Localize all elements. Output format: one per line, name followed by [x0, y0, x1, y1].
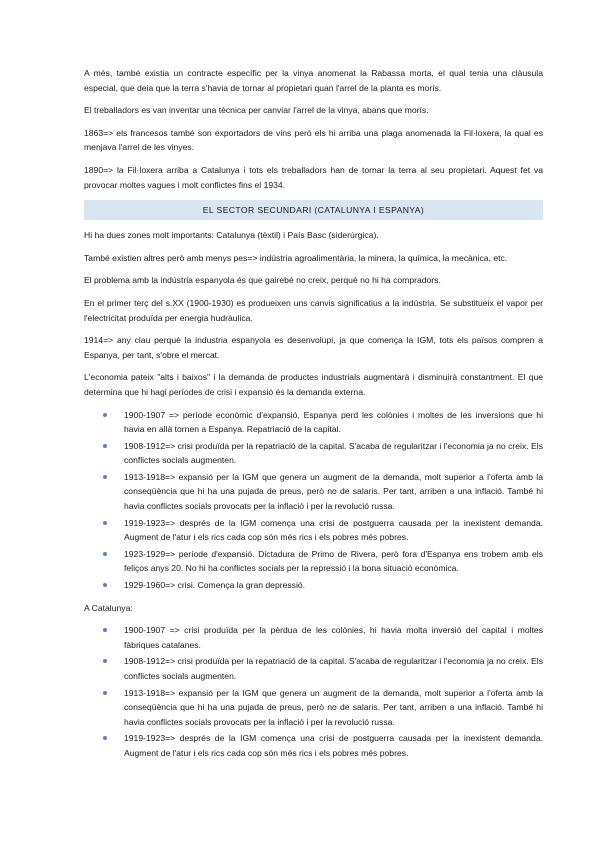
bullet-icon: [103, 444, 107, 448]
spain-periods-list: [84, 408, 543, 593]
bullet-icon: [103, 413, 107, 417]
catalunya-periods-list: [84, 623, 543, 760]
list-item: [84, 439, 543, 468]
list-item: [84, 408, 543, 437]
list-item: [84, 654, 543, 683]
bullet-icon: [103, 736, 107, 740]
paragraph-1890-phylloxera: 1890=> la Fil·loxera arriba a Catalunya i tots els treballadors han de tornar la terra al seu propietari. Aquest fet va provocar moltes vagues i molt conflictes fins el 1934.: [84, 164, 543, 190]
list-item: [84, 470, 543, 514]
catalunya-label: A Catalunya:: [84, 602, 133, 613]
list-item: [84, 578, 543, 593]
list-item: [84, 547, 543, 576]
paragraph-industrial-zones: Hi ha dues zones molt importants: Catalunya (tèxtil) i País Basc (siderúrgica).: [84, 230, 379, 241]
list-item: [84, 686, 543, 730]
list-item-text: 1919-1923=> després de la IGM comença una crisi de postguerra causada per la inexistent demanda. Augment de l'atur i els rics cada cop són més rics i els pobres més pobres.: [124, 733, 543, 758]
list-item-text: 1923-1929=> període d'expansió. Dictadura de Primo de Rivera, però fora d'Espanya ens trobem amb els feliços anys 20. No hi ha conflictes socials per la repressió i la bona situació econòmica.: [124, 548, 543, 574]
list-item-text: 1913-1918=> expansió per la IGM que genera un augment de la demanda, molt superior a l'oferta amb la conseqüència que hi ha una pujada de preus, però no de salaris. Per tant, arriben a una inflació. També hi havia conflictes socials provocats per la inflació i per la revolució russa.: [124, 687, 543, 727]
paragraph-other-industries: També existien altres però amb menys pes=> indústria agroalimentària, la minera, la química, la mecànica, etc.: [84, 252, 508, 263]
bullet-icon: [103, 521, 107, 525]
list-item-text: 1929-1960=> crisi. Comença la gran depressió.: [124, 580, 306, 591]
list-item-text: 1900-1907 => període econòmic d'expansió, Espanya perd les colònies i moltes de les inversions que hi havia en allà tornen a Espanya. Repatriació de la capital.: [124, 409, 543, 435]
paragraph-industry-problem: El problema amb la indústria espanyola és que gairebé no creix, perquè no hi ha compradors.: [84, 275, 441, 286]
paragraph-1863-phylloxera: 1863=> els francesos també son exportadors de vins però els hi arriba una plaga anomenada la Fil·loxera, la qual es menjava l'arrel de les vinyes.: [84, 127, 543, 153]
paragraph-first-third-century: En el primer terç del s.XX (1900-1930) es produeixen uns canvis significatius a la indústria. Se substitueix el vapor per l'electricitat produïda per energia hudràulica.: [84, 297, 543, 323]
bullet-icon: [103, 628, 107, 632]
section-heading: EL SECTOR SECUNDARI (CATALUNYA I ESPANYA): [84, 200, 543, 220]
bullet-icon: [103, 583, 107, 587]
paragraph-economy-ups-downs: L'economia pateix "alts i baixos" i la demanda de productes industrials augmentarà i disminuirà constantment. El que determina que hi hagi períodes de crisi i expansió és la demanda externa.: [84, 372, 543, 397]
bullet-icon: [103, 691, 107, 695]
bullet-icon: [103, 659, 107, 663]
list-item-text: 1908-1912=> crisi produïda per la repatriació de la capital. S'acaba de regularitzar i l'economia ja no creix. Els conflictes socials augmenten.: [124, 656, 543, 681]
list-item-text: 1900-1907 => crisi produïda per la pèrdua de les colònies, hi havia molta inversió del capital i moltes fàbriques catalanes.: [124, 625, 543, 650]
paragraph-vine-root-technique: El treballadors es van inventar una tècnica per canviar l'arrel de la vinya, abans que morís.: [84, 105, 429, 116]
list-item: [84, 623, 543, 652]
bullet-icon: [103, 552, 107, 556]
list-item-text: 1913-1918=> expansió per la IGM que genera un augment de la demanda, molt superior a l'oferta amb la conseqüència que hi ha una pujada de preus, però no de salaris. Per tant, arriben a una inflació. També hi havia conflictes socials provocats per la inflació i per la revolució russa.: [124, 471, 543, 512]
paragraph-1914: 1914=> any clau perquè la industria espanyola es desenvolupi, ja que comença la IGM, tots els països compren a Espanya, per tant, s'obre el mercat.: [84, 335, 543, 360]
list-item: [84, 516, 543, 545]
list-item: [84, 731, 543, 760]
list-item-text: 1919-1923=> després de la IGM comença una crisi de postguerra causada per la inexistent demanda. Augment de l'atur i els rics cada cop són més rics i els pobres més pobres.: [124, 517, 543, 543]
bullet-icon: [103, 475, 107, 479]
list-item-text: 1908-1912=> crisi produïda per la repatriació de la capital. S'acaba de regularitzar i l'economia ja no creix. Els conflictes socials augmenten.: [124, 440, 543, 466]
paragraph-rabassa-morta: A més, també existia un contracte específic per la vinya anomenat la Rabassa morta, el qual tenia una clàusula especial, que deia que la terra s'havia de tornar al propietari quan l'arrel de la planta es morís.: [84, 68, 543, 93]
